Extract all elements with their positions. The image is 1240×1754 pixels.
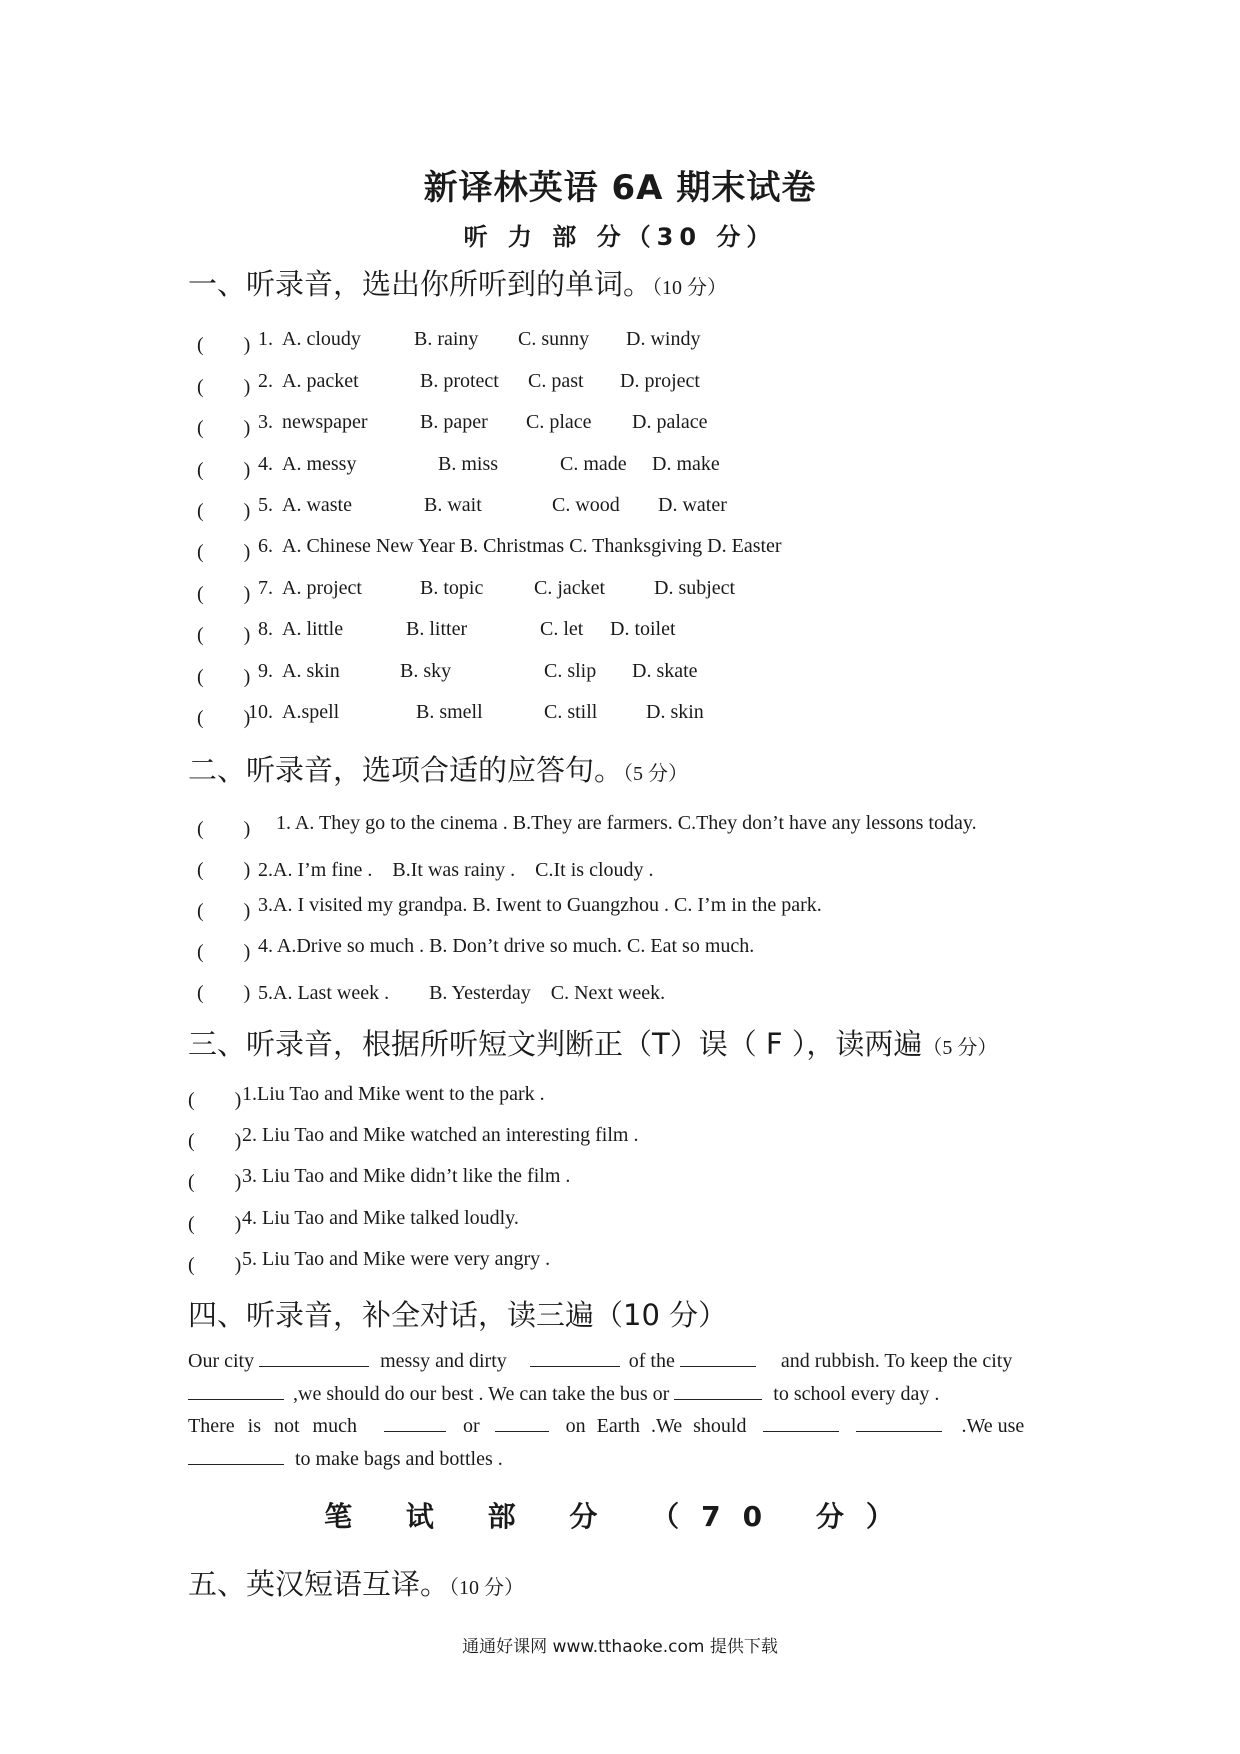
- answer-blank[interactable]: [674, 1381, 762, 1400]
- option-c: C. still: [544, 701, 598, 723]
- option-a: A. project: [282, 577, 362, 599]
- option-b: B. smell: [416, 701, 483, 723]
- answer-blank[interactable]: [259, 1348, 369, 1367]
- passage-text: to school every day .: [773, 1383, 940, 1405]
- option-a: A. messy: [282, 453, 357, 475]
- option-c: C. wood: [552, 494, 620, 516]
- question-number: 1.: [258, 328, 273, 350]
- listening-part-title: 听 力 部 分（30 分）: [463, 223, 777, 251]
- section-3-heading: [188, 1022, 997, 1063]
- option-c: C. made: [560, 453, 627, 475]
- page-title: 新译林英语 6A 期末试卷: [423, 168, 817, 208]
- option-b: B. wait: [424, 494, 482, 516]
- response-question: 3.A. I visited my grandpa. B. Iwent to Guangzhou . C. I’m in the park.: [258, 894, 822, 916]
- response-question: 5.A. Last week . B. Yesterday C. Next week.: [258, 982, 666, 1004]
- footer-source: 通通好课网 www.tthaoke.com 提供下载: [462, 1637, 778, 1657]
- question-number: 6.: [258, 535, 273, 557]
- passage-text: ,we should do our best . We can take the bus or: [293, 1383, 670, 1405]
- passage-text: .We use: [961, 1415, 1025, 1437]
- question-number: 5.: [258, 494, 273, 516]
- section-5-title: 五、英汉短语互译。: [188, 1567, 450, 1601]
- true-false-statement: 3. Liu Tao and Mike didn’t like the film .: [242, 1165, 571, 1187]
- question-number: 2.: [258, 370, 273, 392]
- answer-blank[interactable]: [856, 1413, 942, 1432]
- answer-blank[interactable]: [680, 1348, 756, 1367]
- option-a: A. packet: [282, 370, 359, 392]
- answer-bracket[interactable]: ( ): [197, 583, 251, 605]
- answer-blank[interactable]: [188, 1381, 284, 1400]
- answer-blank[interactable]: [384, 1413, 446, 1432]
- question-number: 3.: [258, 411, 273, 433]
- answer-blank[interactable]: [495, 1413, 549, 1432]
- option-d: D. project: [620, 370, 700, 392]
- passage-text: to make bags and bottles .: [295, 1448, 503, 1470]
- option-d: D. subject: [654, 577, 736, 599]
- option-d: D. make: [652, 453, 720, 475]
- option-d: D. toilet: [610, 618, 676, 640]
- option-c: C. slip: [544, 660, 597, 682]
- option-a: A.spell: [282, 701, 340, 723]
- option-a: A. little: [282, 618, 344, 640]
- section-1-points: （10 分）: [652, 277, 728, 299]
- answer-blank[interactable]: [763, 1413, 839, 1432]
- section-3-points: （5 分）: [922, 1037, 998, 1059]
- answer-bracket[interactable]: ( ): [197, 376, 251, 398]
- question-number: 9.: [258, 660, 273, 682]
- answer-bracket[interactable]: ( ): [188, 1213, 242, 1235]
- passage-line-1: [188, 1348, 1056, 1373]
- option-b: B. sky: [400, 660, 452, 682]
- section-5-heading: [188, 1562, 524, 1603]
- option-c: C. sunny: [518, 328, 590, 350]
- answer-bracket[interactable]: ( ): [197, 624, 251, 646]
- passage-text: messy and dirty: [380, 1350, 507, 1372]
- answer-bracket[interactable]: ( ): [188, 1171, 242, 1193]
- question-number: 4.: [258, 453, 273, 475]
- passage-line-4: [188, 1446, 1056, 1471]
- section-2-points: （5 分）: [623, 763, 689, 785]
- option-a: A. waste: [282, 494, 352, 516]
- option-b: B. paper: [420, 411, 488, 433]
- option-b: B. rainy: [414, 328, 479, 350]
- answer-bracket[interactable]: ( ): [197, 818, 251, 840]
- answer-blank[interactable]: [188, 1446, 284, 1465]
- option-b: B. topic: [420, 577, 484, 599]
- answer-bracket[interactable]: ( ): [188, 1254, 242, 1276]
- option-b: B. litter: [406, 618, 468, 640]
- true-false-statement: 2. Liu Tao and Mike watched an interesting film .: [242, 1124, 639, 1146]
- passage-text: on Earth .We should: [565, 1415, 747, 1437]
- passage-text: Our city: [188, 1350, 255, 1372]
- writing-part-title: 笔 试 部 分 （70 分）: [324, 1500, 916, 1533]
- true-false-statement: 5. Liu Tao and Mike were very angry .: [242, 1248, 551, 1270]
- option-c: C. place: [526, 411, 592, 433]
- option-d: D. water: [658, 494, 727, 516]
- passage-text: or: [462, 1415, 480, 1437]
- option-d: D. windy: [626, 328, 701, 350]
- answer-bracket[interactable]: ( ): [197, 941, 251, 963]
- option-a: newspaper: [282, 411, 368, 433]
- response-question: 2.A. I’m fine . B.It was rainy . C.It is cloudy .: [258, 859, 654, 881]
- option-a: A. cloudy: [282, 328, 361, 350]
- answer-bracket[interactable]: ( ): [188, 1089, 242, 1111]
- option-c: C. let: [540, 618, 584, 640]
- answer-bracket[interactable]: ( ): [197, 707, 251, 729]
- true-false-statement: 1.Liu Tao and Mike went to the park .: [242, 1083, 545, 1105]
- section-1-heading: [188, 262, 727, 303]
- answer-blank[interactable]: [530, 1348, 620, 1367]
- answer-bracket[interactable]: ( ): [197, 417, 251, 439]
- option-a: A. Chinese New Year B. Christmas C. Thanksgiving D. Easter: [282, 535, 782, 557]
- answer-bracket[interactable]: ( ): [197, 459, 251, 481]
- option-b: B. miss: [438, 453, 499, 475]
- answer-bracket[interactable]: ( ): [197, 500, 251, 522]
- passage-line-3: [188, 1413, 1056, 1438]
- answer-bracket[interactable]: ( ): [197, 900, 251, 922]
- section-5-points: （10 分）: [449, 1577, 525, 1599]
- answer-bracket[interactable]: ( ): [197, 334, 251, 356]
- true-false-statement: 4. Liu Tao and Mike talked loudly.: [242, 1207, 519, 1229]
- answer-bracket[interactable]: ( ): [188, 1130, 242, 1152]
- passage-line-2: [188, 1381, 1056, 1406]
- section-4-heading: 四、听录音，补全对话，读三遍（10 分）: [188, 1298, 728, 1332]
- answer-bracket[interactable]: ( ): [197, 859, 251, 881]
- option-c: C. past: [528, 370, 584, 392]
- section-2-heading: [188, 748, 688, 789]
- question-number: 7.: [258, 577, 273, 599]
- passage-text: and rubbish. To keep the city: [780, 1350, 1013, 1372]
- section-2-title: 二、听录音，选项合适的应答句。: [188, 753, 624, 787]
- answer-bracket[interactable]: ( ): [197, 982, 251, 1004]
- option-d: D. skin: [646, 701, 704, 723]
- option-b: B. protect: [420, 370, 499, 392]
- option-a: A. skin: [282, 660, 340, 682]
- option-c: C. jacket: [534, 577, 606, 599]
- section-3-title: 三、听录音，根据所听短文判断正（T）误（ F ），读两遍: [188, 1027, 923, 1061]
- section-1-title: 一、听录音，选出你所听到的单词。: [188, 267, 653, 301]
- question-number: 10.: [248, 701, 273, 723]
- option-d: D. skate: [632, 660, 698, 682]
- option-d: D. palace: [632, 411, 708, 433]
- response-question: 4. A.Drive so much . B. Don’t drive so much. C. Eat so much.: [258, 935, 755, 957]
- question-number: 8.: [258, 618, 273, 640]
- passage-text: There is not much: [188, 1415, 357, 1437]
- answer-bracket[interactable]: ( ): [197, 666, 251, 688]
- passage-text: of the: [628, 1350, 675, 1372]
- response-question: 1. A. They go to the cinema . B.They are farmers. C.They don’t have any lessons today.: [276, 812, 977, 834]
- answer-bracket[interactable]: ( ): [197, 541, 251, 563]
